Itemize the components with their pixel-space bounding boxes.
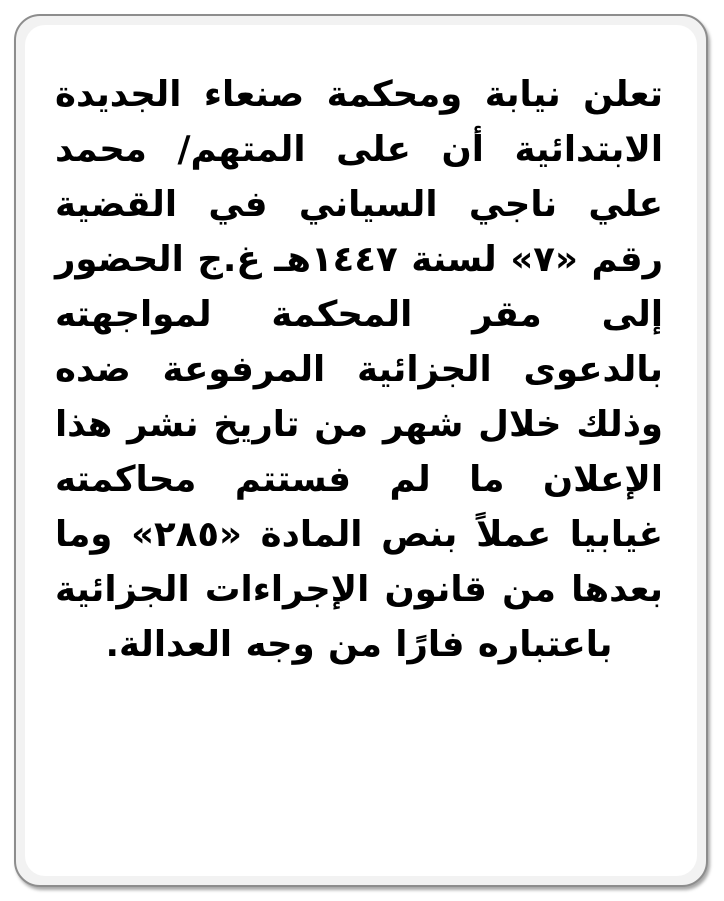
notice-text: تعلن نيابة ومحكمة صنعاء الجديدة الابتدائية أن على المتهم/ محمد علي ناجي السياني في القضية رقم «٧» لسنة ١٤٤٧هـ غ.ج الحضور إلى مقر المحكمة لمواجهته بالدعوى الجزائية المرفوعة ضده وذلك خلال شهر من تاريخ نشر هذا الإعلان ما لم فستتم محاكمته غيابيا عملاً بنص المادة «٢٨٥» وما بعدها من قانون الإجراءات الجزائية باعتباره فارًا من وجه العدالة. [55,74,663,666]
notice-card [25,25,697,876]
notice-frame [14,14,708,887]
